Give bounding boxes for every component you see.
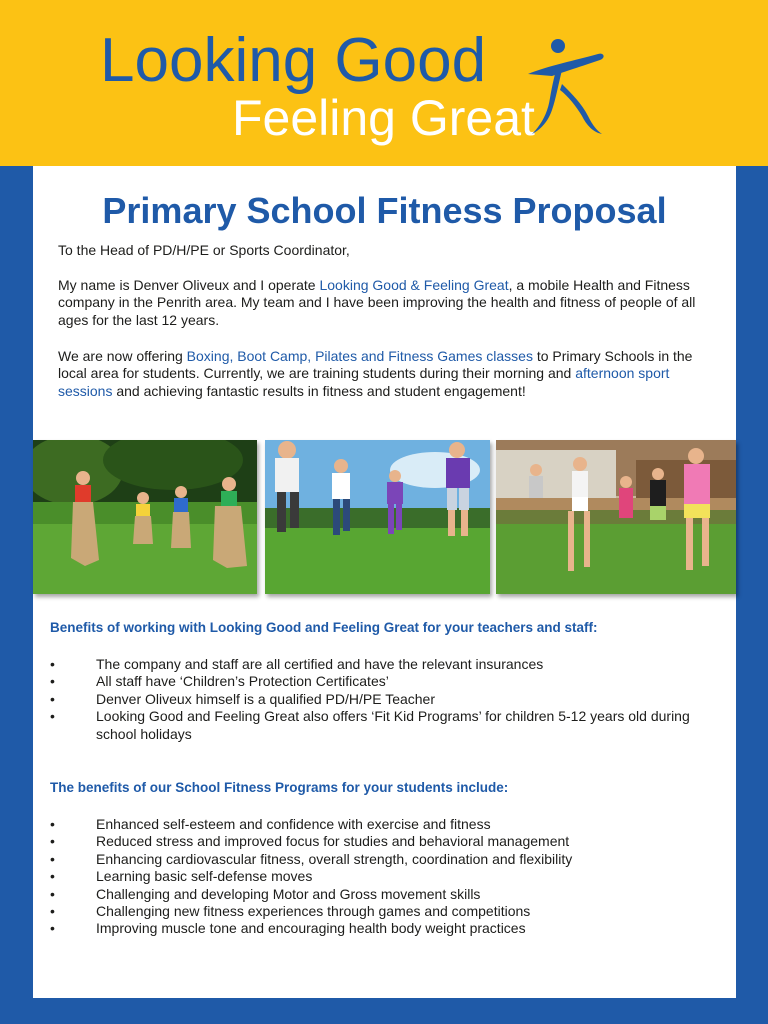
list-item-text: Challenging and developing Motor and Gross movement skills — [96, 885, 481, 902]
bullet-icon: • — [50, 868, 55, 885]
sport-sessions-highlight: afternoon sport sessions — [58, 365, 670, 399]
list-item-text: Enhanced self-esteem and confidence with exercise and fitness — [96, 816, 491, 832]
bullet-icon: • — [50, 833, 55, 850]
offering-text-3: and achieving fantastic results in fitness and student engagement! — [112, 382, 526, 399]
staff-benefits-heading: Benefits of working with Looking Good and Feeling Great for your teachers and staff: — [50, 620, 598, 635]
list-item — [50, 816, 730, 833]
children-running-photo — [265, 440, 490, 594]
list-item — [50, 920, 730, 937]
student-benefits-heading: The benefits of our School Fitness Programs for your students include: — [50, 780, 509, 795]
list-item-text: Enhancing cardiovascular fitness, overall strength, coordination and flexibility — [96, 850, 573, 867]
offering-paragraph — [58, 348, 718, 400]
list-item-text: All staff have ‘Children’s Protection Certificates’ — [96, 673, 389, 690]
list-item-text: Reduced stress and improved focus for studies and behavioral management — [96, 833, 570, 850]
list-item — [50, 673, 730, 690]
list-item — [50, 691, 730, 708]
children-playground-photo — [496, 440, 736, 594]
bullet-icon: • — [50, 920, 55, 937]
bullet-icon: • — [50, 656, 55, 672]
list-item — [50, 656, 730, 673]
list-item-text: Denver Oliveux himself is a qualified PD/H/PE Teacher — [96, 690, 436, 707]
list-item — [50, 708, 730, 743]
list-item — [50, 903, 730, 920]
classes-highlight: Boxing, Boot Camp, Pilates and Fitness Games classes — [186, 348, 533, 364]
company-name-highlight: Looking Good & Feeling Great — [319, 277, 509, 293]
staff-benefits-list — [50, 656, 730, 743]
bullet-icon: • — [50, 816, 55, 832]
intro-paragraph — [58, 277, 718, 329]
document-page — [33, 166, 736, 998]
bullet-icon: • — [50, 850, 55, 867]
offering-text-2: to Primary Schools in the local area for students. Currently, we are training students during their morning and — [58, 348, 693, 382]
list-item-text: The company and staff are all certified and have the relevant insurances — [96, 656, 544, 672]
list-item — [50, 868, 730, 885]
salutation-text: To the Head of PD/H/PE or Sports Coordinator, — [58, 242, 350, 258]
offering-text-1: We are now offering — [58, 348, 187, 364]
stick-figure-icon — [522, 38, 612, 136]
header-banner — [0, 0, 768, 166]
list-item — [50, 886, 730, 903]
bullet-icon: • — [50, 903, 55, 920]
list-item-text: Looking Good and Feeling Great also offers ‘Fit Kid Programs’ for children 5-12 years old during school holidays — [96, 708, 690, 742]
list-item — [50, 851, 730, 868]
intro-text-1: My name is Denver Oliveux and I operate — [58, 277, 320, 293]
student-benefits-list — [50, 816, 730, 938]
page-title: Primary School Fitness Proposal — [102, 190, 667, 231]
list-item-text: Challenging new fitness experiences through games and competitions — [96, 903, 531, 920]
bullet-icon: • — [50, 690, 55, 707]
list-item — [50, 833, 730, 850]
list-item-text: Learning basic self-defense moves — [96, 868, 313, 885]
list-item-text: Improving muscle tone and encouraging health body weight practices — [96, 920, 526, 937]
children-sack-race-photo — [33, 440, 257, 594]
bullet-icon: • — [50, 673, 55, 690]
bullet-icon: • — [50, 708, 55, 725]
logo-text-feeling-great: Feeling Great — [232, 90, 535, 146]
salutation — [58, 242, 718, 259]
logo-text-looking-good: Looking Good — [100, 26, 487, 95]
intro-text-2: , a mobile Health and Fitness company in the Penrith area. My team and I have been improving the health and fitness of people of all ages for the last 12 years. — [58, 277, 696, 328]
bullet-icon: • — [50, 885, 55, 902]
